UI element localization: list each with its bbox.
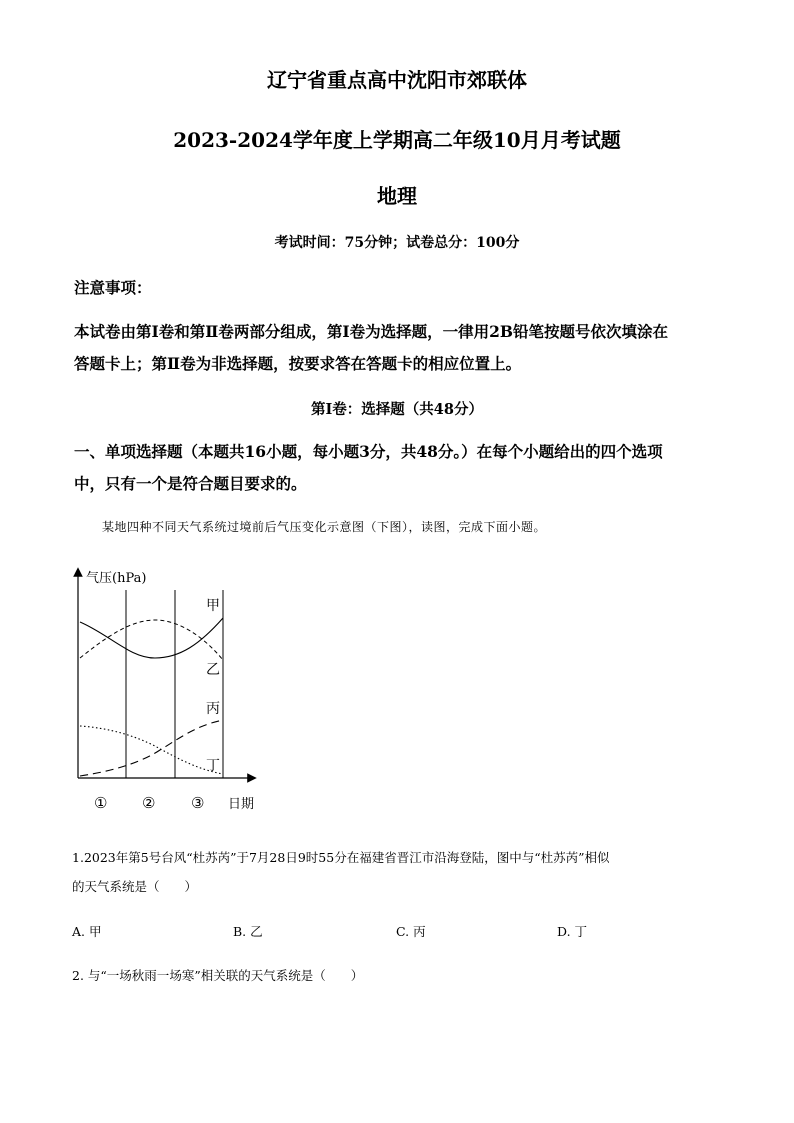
curve-bing (80, 720, 223, 776)
curve-label-jia: 甲 (206, 598, 220, 614)
x-axis-label: 日期 (228, 797, 255, 812)
title-line-2: 2023-2024学年度上学期高二年级10月月考试题 (173, 128, 621, 152)
part-title: 第Ⅰ卷：选择题（共48分） (311, 401, 483, 418)
title-line-1: 辽宁省重点高中沈阳市郊联体 (267, 68, 527, 92)
notes-line-1: 本试卷由第Ⅰ卷和第Ⅱ卷两部分组成，第Ⅰ卷为选择题，一律用2B铅笔按题号依次填涂在 (74, 322, 668, 341)
option-a[interactable]: A. 甲 (72, 924, 102, 939)
option-d[interactable]: D. 丁 (557, 924, 588, 939)
curve-label-yi: 乙 (206, 662, 220, 678)
section-instruction-line-1: 一、单项选择题（本题共16小题，每小题3分，共48分。）在每个小题给出的四个选项 (74, 442, 663, 461)
curve-yi (80, 620, 223, 660)
curve-label-ding: 丁 (206, 758, 220, 774)
question-number: 2. (72, 968, 84, 983)
curve-ding (80, 726, 223, 774)
exam-info: 考试时间：75分钟；试卷总分：100分 (274, 235, 520, 251)
period-label-3: ③ (191, 794, 205, 812)
period-label-1: ① (94, 794, 108, 812)
figure-intro-text: 某地四种不同天气系统过境前后气压变化示意图（下图），读图，完成下面小题。 (102, 520, 547, 534)
option-b[interactable]: B. 乙 (233, 924, 263, 939)
notes-line-2: 答题卡上；第Ⅱ卷为非选择题，按要求答在答题卡的相应位置上。 (74, 354, 522, 373)
question-stem: 2023年第5号台风“杜苏芮”于7月28日9时55分在福建省晋江市沿海登陆，图中与“杜苏芮”相似 (83, 850, 610, 865)
question-2-line-1 (72, 966, 363, 984)
y-axis-label: 气压(hPa) (86, 571, 147, 586)
section-instruction-line-2: 中，只有一个是符合题目要求的。 (74, 474, 307, 493)
subject-title: 地理 (377, 184, 417, 208)
period-label-2: ② (142, 794, 156, 812)
question-1-line-2: 的天气系统是（ ） (72, 879, 198, 894)
question-number: 1. (72, 850, 84, 865)
curve-jia (80, 618, 223, 658)
question-stem: 与“一场秋雨一场寒”相关联的天气系统是（ ） (87, 968, 364, 983)
question-1-line-1 (72, 848, 609, 866)
option-c[interactable]: C. 丙 (396, 924, 426, 939)
curve-label-bing: 丙 (206, 701, 220, 717)
notes-heading: 注意事项： (74, 278, 152, 297)
pressure-change-figure (60, 560, 280, 820)
